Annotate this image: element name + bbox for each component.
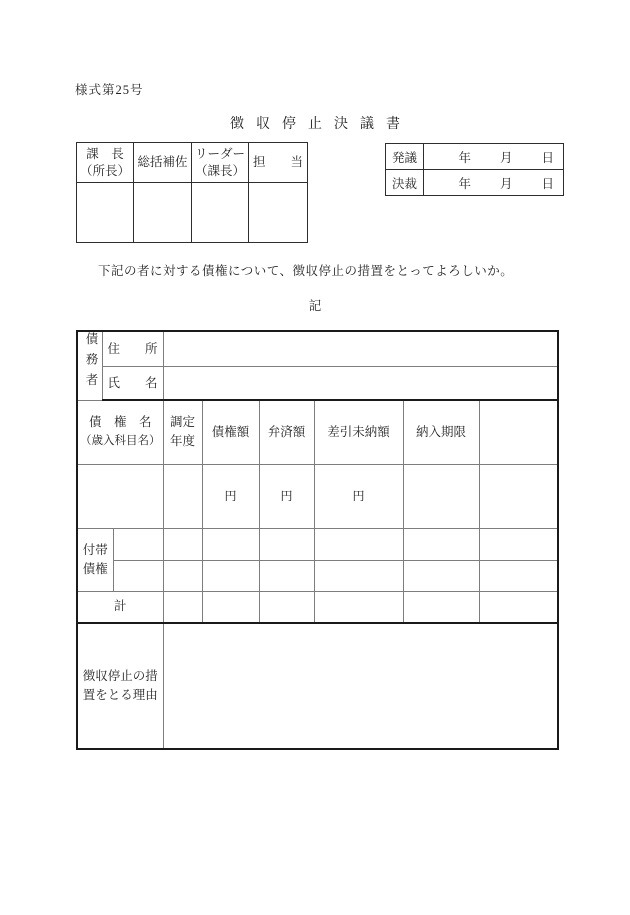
suspension-reason-label: 徴収停止の措 置をとる理由 bbox=[77, 623, 163, 749]
decision-label: 決裁 bbox=[386, 170, 424, 196]
repayment-amount-cell[interactable]: 円 bbox=[259, 464, 314, 528]
incidental-extra-cell[interactable] bbox=[479, 528, 558, 560]
total-year-cell[interactable] bbox=[163, 591, 202, 623]
approval-header-section-chief: 課 長 （所長） bbox=[77, 143, 134, 183]
assessment-year-header: 調定 年度 bbox=[163, 400, 202, 464]
incidental-deadline-cell[interactable] bbox=[403, 560, 479, 591]
incidental-repaid-cell[interactable] bbox=[259, 560, 314, 591]
payment-deadline-header: 納入期限 bbox=[403, 400, 479, 464]
approval-header-person-in-charge: 担 当 bbox=[249, 143, 308, 183]
extra-column-cell[interactable] bbox=[479, 464, 558, 528]
incidental-unpaid-cell[interactable] bbox=[314, 560, 403, 591]
incidental-deadline-cell[interactable] bbox=[403, 528, 479, 560]
extra-column-header bbox=[479, 400, 558, 464]
year-unit: 年 bbox=[458, 150, 471, 165]
incidental-extra-cell[interactable] bbox=[479, 560, 558, 591]
unpaid-balance-cell[interactable]: 円 bbox=[314, 464, 403, 528]
address-field-label: 住 所 bbox=[102, 331, 163, 367]
incidental-unpaid-cell[interactable] bbox=[314, 528, 403, 560]
decision-dates-table bbox=[385, 143, 564, 196]
list-marker: 記 bbox=[308, 299, 322, 313]
day-unit: 日 bbox=[541, 150, 554, 165]
claim-amount-cell[interactable]: 円 bbox=[202, 464, 259, 528]
approval-stamp-cell-person-in-charge[interactable] bbox=[249, 183, 308, 243]
total-repaid-cell[interactable] bbox=[259, 591, 314, 623]
name-field-label: 氏 名 bbox=[102, 367, 163, 400]
debtor-label: 債務者 bbox=[77, 331, 102, 400]
incidental-repaid-cell[interactable] bbox=[259, 528, 314, 560]
repayment-amount-header: 弁済額 bbox=[259, 400, 314, 464]
name-value-cell[interactable] bbox=[163, 367, 558, 400]
proposal-date-cell[interactable] bbox=[424, 144, 564, 170]
incidental-year-cell[interactable] bbox=[163, 560, 202, 591]
instruction-text: 下記の者に対する債権について、徴収停止の措置をとってよろしいか。 bbox=[98, 264, 514, 278]
approval-header-leader: リーダー （課長） bbox=[192, 143, 249, 183]
proposal-label: 発議 bbox=[386, 144, 424, 170]
claim-name-cell[interactable] bbox=[77, 464, 163, 528]
incidental-claims-label: 付帯 債権 bbox=[77, 528, 113, 591]
total-amount-cell[interactable] bbox=[202, 591, 259, 623]
suspension-reason-value-cell[interactable] bbox=[163, 623, 558, 749]
document-title: 徴収停止決議書 bbox=[230, 117, 412, 132]
main-form-table bbox=[76, 330, 559, 750]
approval-stamp-cell-section-chief[interactable] bbox=[77, 183, 134, 243]
incidental-amount-cell[interactable] bbox=[202, 528, 259, 560]
total-label: 計 bbox=[77, 591, 163, 623]
month-unit: 月 bbox=[499, 150, 513, 165]
decision-date-cell[interactable] bbox=[424, 170, 564, 196]
unpaid-balance-header: 差引未納額 bbox=[314, 400, 403, 464]
claim-name-header: 債 権 名 （歳入科目名） bbox=[77, 400, 163, 464]
approval-stamp-cell-leader[interactable] bbox=[192, 183, 249, 243]
month-unit: 月 bbox=[499, 176, 513, 191]
total-deadline-cell[interactable] bbox=[403, 591, 479, 623]
assessment-year-cell[interactable] bbox=[163, 464, 202, 528]
incidental-claim-name-cell[interactable] bbox=[113, 560, 163, 591]
payment-deadline-cell[interactable] bbox=[403, 464, 479, 528]
approval-header-general-assistant: 総括補佐 bbox=[134, 143, 192, 183]
total-extra-cell[interactable] bbox=[479, 591, 558, 623]
year-unit: 年 bbox=[458, 176, 471, 191]
address-value-cell[interactable] bbox=[163, 331, 558, 367]
total-unpaid-cell[interactable] bbox=[314, 591, 403, 623]
form-number: 様式第25号 bbox=[75, 83, 144, 97]
incidental-year-cell[interactable] bbox=[163, 528, 202, 560]
incidental-claim-name-cell[interactable] bbox=[113, 528, 163, 560]
approval-stamp-cell-general-assistant[interactable] bbox=[134, 183, 192, 243]
claim-amount-header: 債権額 bbox=[202, 400, 259, 464]
day-unit: 日 bbox=[541, 176, 554, 191]
incidental-amount-cell[interactable] bbox=[202, 560, 259, 591]
approval-table bbox=[76, 142, 308, 243]
